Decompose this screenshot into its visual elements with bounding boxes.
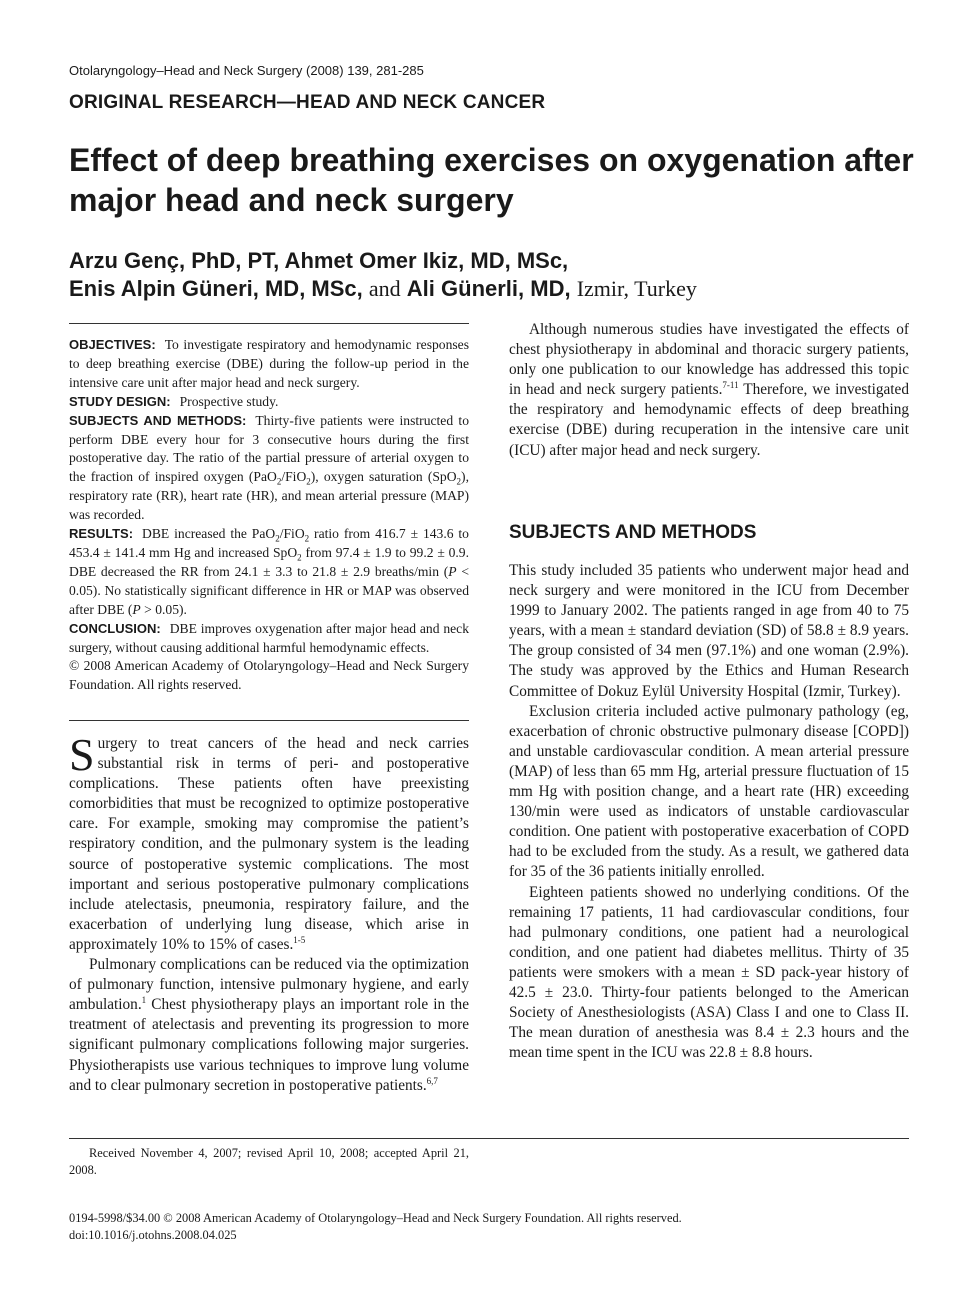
subscript: 2 [276,477,282,488]
methods-text-3: ), oxygen saturation (SpO [310,469,457,485]
citation-ref: 7-11 [722,380,739,391]
conclusion-text: DBE improves oxygenation after major head and neck surgery, without causing additional harmful hemodynamic effects. [69,620,469,655]
author-line-2 [69,275,929,303]
journal-citation: Otolaryngology–Head and Neck Surgery (2008) 139, 281-285 [69,63,424,78]
design-text: Prospective study. [179,393,279,409]
methods-text-1: Thirty-five patients were instructed to perform DBE every hour for 3 consecutive hours during the first postoperative day. The ratio of the partial pressure of arterial oxygen to the fraction of inspired oxygen (PaO [69,412,469,485]
objectives-text: To investigate respiratory and hemodynamic responses to deep breathing exercise (DBE) during the follow-up period in the intensive care unit after major head and neck surgery. [69,337,469,390]
intro-p3-text-b: Therefore, we investigated the respiratory and hemodynamic effects of deep breathing exercise (DBE) during recuperation in the intensive care unit (ICU) after major head and neck surgery. [509,381,909,459]
author-line-1 [69,247,929,275]
results-text-6: > 0.05). [140,601,187,617]
abstract-design [69,393,469,412]
drop-cap: S [69,729,95,780]
design-label: STUDY DESIGN: [69,393,171,409]
authors-line-1-names: Arzu Genç, PhD, PT, Ahmet Omer Ikiz, MD, MSc, [69,248,569,273]
intro-p2-text-a: Pulmonary complications can be reduced via the optimization of pulmonary function, intensive pulmonary hygiene, and early ambulation. [69,956,469,1014]
right-column-methods [509,561,909,1063]
abstract-results [69,525,469,620]
intro-p3-text-a: Although numerous studies have investigated the effects of chest physiotherapy in abdominal and thoracic surgery patients, only one publication to our knowledge has addressed this topic in head and neck surgery patients. [509,321,909,399]
intro-p1-text: urgery to treat cancers of the head and neck carries substantial risk in terms of peri- and postoperative complications. These patients often have preexisting comorbidities that must be recognized to optimize postoperative care. For example, smoking may compromise the patient’s respiratory condition, and the pulmonary system is the leading source of postoperative systemic complications. The most important and serious postoperative pulmonary complications include atelectasis, pneumonia, respiratory failure, and the exacerbation of underlying lung disease, which arise in approximately 10% to 15% of cases. [69,735,469,953]
article-title: Effect of deep breathing exercises on oxygenation after major head and neck surgery [69,142,914,218]
subscript: 2 [275,533,280,544]
abstract-bottom-divider [69,720,469,721]
authors-last-name: Ali Günerli, MD, [406,276,571,301]
authors-line-2-names: Enis Alpin Güneri, MD, MSc, [69,276,363,301]
citation-ref: 1 [141,995,147,1006]
abstract-methods [69,412,469,525]
subscript: 2 [306,477,311,488]
abstract-conclusion [69,620,469,658]
results-label: RESULTS: [69,526,134,542]
authors-and: and [368,276,401,301]
intro-paragraph-1 [69,729,469,955]
methods-paragraph-2: Exclusion criteria included active pulmonary pathology (eg, exacerbation of chronic obstructive pulmonary disease [COPD]) and unstable cardiovascular condition. A mean arterial pressure (MAP) of less than 65 mm Hg, arterial pressure fluctuation of 15 mm Hg with position change, and a heart rate (HR) exceeding 130/min were used as indicators of unstable cardiovascular condition. One patient with postoperative exacerbation of COPD had to be excluded from the study. As a result, we gathered data for 35 of the 36 patients initially enrolled. [509,702,909,881]
doi: doi:10.1016/j.otohns.2008.04.025 [69,1228,237,1242]
methods-paragraph-3: Eighteen patients showed no underlying conditions. Of the remaining 17 patients, 11 had cardiovascular conditions, four had pulmonary conditions, one patient had a neurological condition, and one patient had diabetes mellitus. Thirty of 35 patients were smokers with a mean ± SD pack-year history of 42.5 ± 23.0. Thirty-four patients belonged to the American Society of Anesthesiologists (ASA) Class I and one to Class II. The mean duration of anesthesia was 8.4 ± 2.3 hours and the mean time spent in the ICU was 22.8 ± 8.8 hours. [509,883,909,1062]
footer-divider [69,1138,909,1139]
subscript: 2 [304,533,310,544]
results-text-4: from 97.4 ± 1.9 to 99.2 ± 0.9. DBE decreased the RR from 24.1 ± 3.3 to 21.8 ± 2.9 breaths/min ( [69,544,469,579]
p-value-symbol: P [448,563,457,579]
methods-section-heading: SUBJECTS AND METHODS [509,522,757,543]
author-list [69,247,929,303]
right-column-intro [509,320,909,461]
methods-label: SUBJECTS AND METHODS: [69,412,247,428]
subscript: 2 [297,552,302,563]
subscript: 2 [456,477,462,488]
issn-copyright: 0194-5998/$34.00 © 2008 American Academy of Otolaryngology–Head and Neck Surgery Foundation. All rights reserved. [69,1211,682,1225]
received-dates: Received November 4, 2007; revised April 10, 2008; accepted April 21, 2008. [69,1146,469,1177]
results-text-3: ratio from 416.7 ± 143.6 to 453.4 ± 141.4 mm Hg and increased SpO [69,526,469,560]
results-text-1: DBE increased the PaO [142,526,276,542]
methods-paragraph-1: This study included 35 patients who underwent major head and neck surgery and were monitored in the ICU from December 1999 to January 2002. The patients ranged in age from 40 to 75 years, with a mean ± standard deviation (SD) of 58.8 ± 8.9 years. The group consisted of 34 men (97.1%) and one woman (2.9%). The study was approved by the Ethics and Human Research Committee of Dokuz Eylül University Hospital (Izmir, Turkey). [509,562,909,700]
abstract-objectives [69,336,469,393]
section-label: ORIGINAL RESEARCH—HEAD AND NECK CANCER [69,92,546,113]
p-value-symbol: P [132,601,141,617]
methods-text-2: /FiO [281,469,307,485]
methods-text [69,413,469,523]
abstract-copyright: © 2008 American Academy of Otolaryngology–Head and Neck Surgery Foundation. All rights reserved. [69,658,469,693]
intro-paragraph-2 [69,955,469,1096]
conclusion-label: CONCLUSION: [69,620,161,636]
results-text-5: < 0.05). No statistically significant difference in HR or MAP was observed after DBE ( [69,563,469,617]
intro-paragraph-3 [509,320,909,461]
citation-ref: 6,7 [426,1075,438,1086]
citation-ref: 1-5 [293,934,306,945]
methods-text-4: ), respiratory rate (RR), heart rate (HR), and mean arterial pressure (MAP) was recorded. [69,469,469,523]
objectives-label: OBJECTIVES: [69,337,156,352]
abstract-top-divider [69,323,469,324]
intro-p2-text-b: Chest physiotherapy plays an important role in the treatment of atelectasis and preventing its progression to more significant pulmonary complications following major surgeries. Physiotherapists use various techniques to improve lung volume and to clear pulmonary secretion in postoperative patients. [69,996,469,1094]
author-location: Izmir, Turkey [576,276,697,301]
left-column-body [69,729,469,1096]
abstract [69,336,469,695]
results-text-2: /FiO [279,526,305,542]
